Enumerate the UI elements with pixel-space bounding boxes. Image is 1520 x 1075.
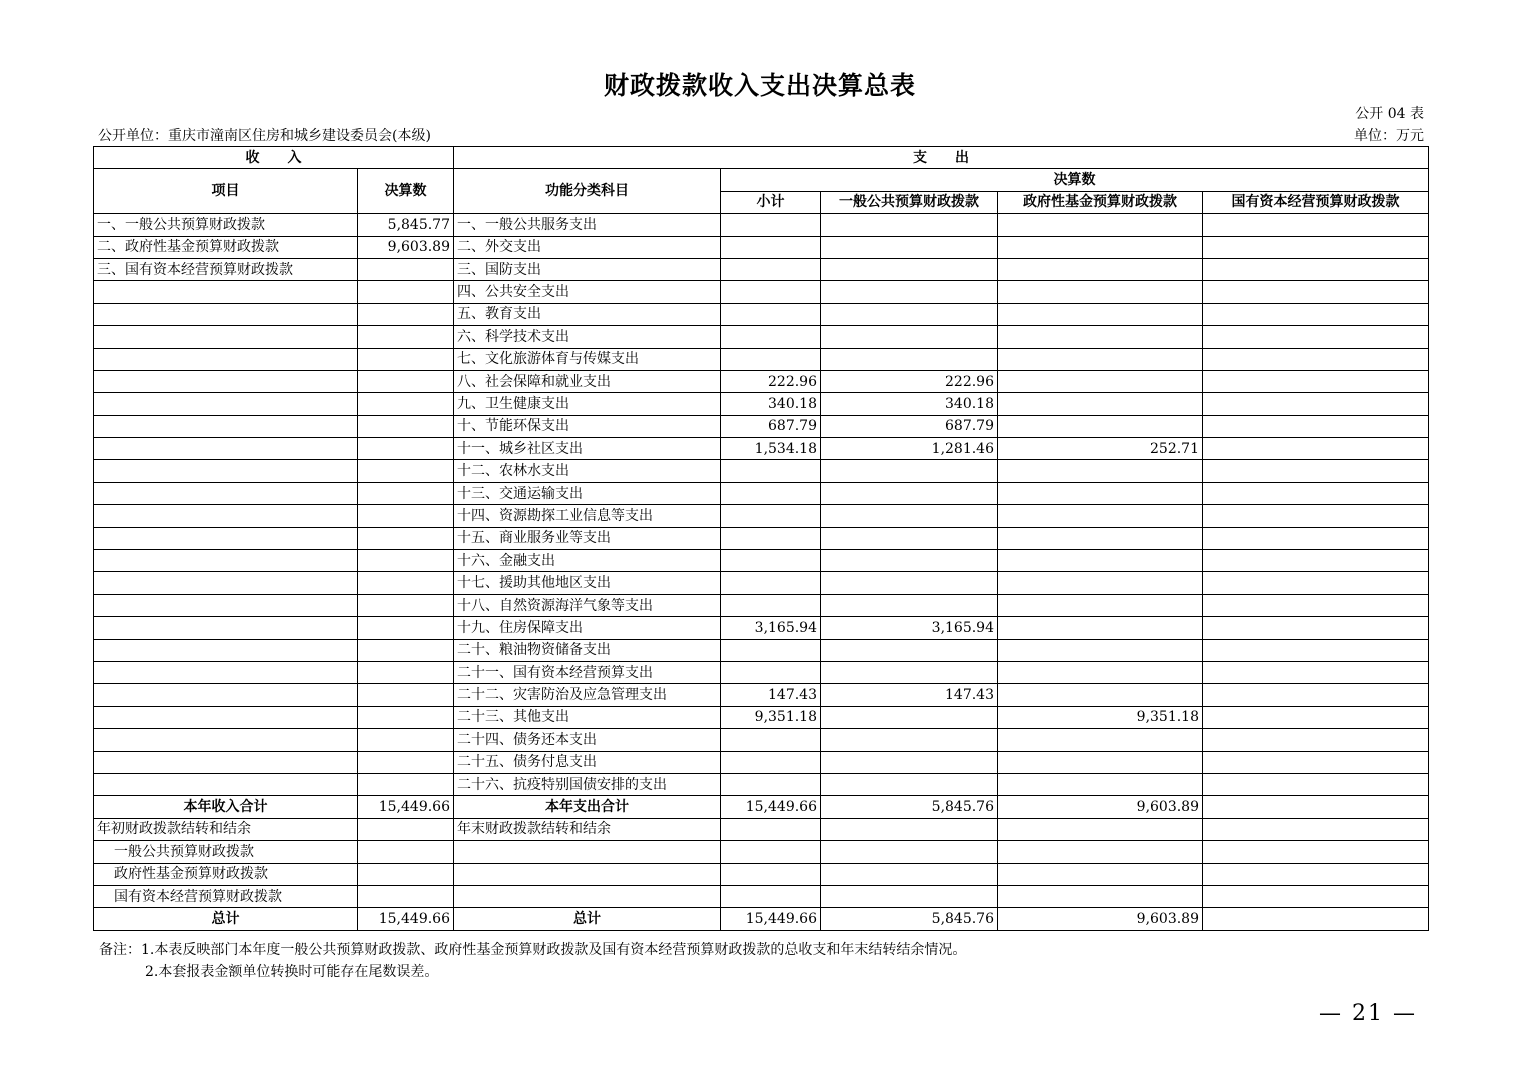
table-row — [94, 706, 1429, 728]
function-class-cell: 十六、金融支出 — [454, 550, 721, 572]
state-capital-header: 国有资本经营预算财政拨款 — [1203, 191, 1429, 213]
state-capital-cell — [1203, 706, 1429, 728]
general-budget-cell — [821, 594, 998, 616]
reporting-unit: 公开单位：重庆市潼南区住房和城乡建设委员会(本级) — [98, 128, 431, 144]
function-class-cell: 二十三、其他支出 — [454, 706, 721, 728]
function-class-cell: 十二、农林水支出 — [454, 460, 721, 482]
note-2: 2.本套报表金额单位转换时可能存在尾数误差。 — [145, 964, 439, 980]
function-class-cell: 七、文化旅游体育与传媒支出 — [454, 348, 721, 370]
table-row — [94, 527, 1429, 549]
amount-header: 决算数 — [358, 169, 454, 214]
fund-budget-header: 政府性基金预算财政拨款 — [998, 191, 1203, 213]
general-budget-cell — [821, 751, 998, 773]
general-budget-cell — [821, 258, 998, 280]
state-capital-cell — [1203, 796, 1429, 818]
income-amount-cell — [358, 370, 454, 392]
general-budget-cell — [821, 706, 998, 728]
table-row — [94, 908, 1429, 930]
fund-budget-cell — [998, 773, 1203, 795]
general-budget-cell — [821, 885, 998, 907]
state-capital-cell — [1203, 661, 1429, 683]
table-row — [94, 281, 1429, 303]
function-class-cell: 三、国防支出 — [454, 258, 721, 280]
table-row — [94, 863, 1429, 885]
function-class-cell: 一、一般公共服务支出 — [454, 214, 721, 236]
table-row — [94, 415, 1429, 437]
income-amount-cell — [358, 415, 454, 437]
general-budget-cell — [821, 841, 998, 863]
general-budget-cell — [821, 460, 998, 482]
item-header: 项目 — [94, 169, 358, 214]
function-class-cell — [454, 885, 721, 907]
fund-budget-cell — [998, 505, 1203, 527]
subtotal-cell — [721, 863, 821, 885]
function-class-cell: 十四、资源勘探工业信息等支出 — [454, 505, 721, 527]
general-budget-cell — [821, 550, 998, 572]
function-class-cell: 十八、自然资源海洋气象等支出 — [454, 594, 721, 616]
income-amount-cell — [358, 818, 454, 840]
general-budget-cell — [821, 281, 998, 303]
general-budget-cell: 222.96 — [821, 370, 998, 392]
income-item-cell: 年初财政拨款结转和结余 — [94, 818, 358, 840]
state-capital-cell — [1203, 863, 1429, 885]
table-row — [94, 572, 1429, 594]
subtotal-cell — [721, 572, 821, 594]
table-row — [94, 796, 1429, 818]
state-capital-cell — [1203, 348, 1429, 370]
function-class-cell: 总计 — [454, 908, 721, 930]
table-row — [94, 639, 1429, 661]
function-class-cell: 本年支出合计 — [454, 796, 721, 818]
subtotal-cell — [721, 751, 821, 773]
subtotal-cell: 9,351.18 — [721, 706, 821, 728]
income-item-cell — [94, 572, 358, 594]
income-item-cell — [94, 348, 358, 370]
state-capital-cell — [1203, 684, 1429, 706]
table-row — [94, 348, 1429, 370]
general-budget-cell — [821, 482, 998, 504]
function-class-cell: 四、公共安全支出 — [454, 281, 721, 303]
state-capital-cell — [1203, 438, 1429, 460]
fund-budget-cell — [998, 348, 1203, 370]
function-class-cell: 十九、住房保障支出 — [454, 617, 721, 639]
function-class-cell: 十七、援助其他地区支出 — [454, 572, 721, 594]
income-item-cell — [94, 303, 358, 325]
state-capital-cell — [1203, 594, 1429, 616]
state-capital-cell — [1203, 326, 1429, 348]
fund-budget-cell — [998, 729, 1203, 751]
fund-budget-cell — [998, 326, 1203, 348]
income-amount-cell — [358, 661, 454, 683]
fund-budget-cell — [998, 460, 1203, 482]
table-row — [94, 303, 1429, 325]
general-budget-cell — [821, 661, 998, 683]
income-amount-cell: 9,603.89 — [358, 236, 454, 258]
fund-budget-cell — [998, 885, 1203, 907]
income-amount-cell — [358, 460, 454, 482]
income-amount-cell — [358, 684, 454, 706]
subtotal-cell — [721, 326, 821, 348]
table-row — [94, 729, 1429, 751]
fund-budget-cell: 9,603.89 — [998, 796, 1203, 818]
income-amount-cell — [358, 482, 454, 504]
income-item-cell — [94, 617, 358, 639]
state-capital-cell — [1203, 639, 1429, 661]
income-amount-cell — [358, 281, 454, 303]
subtotal-cell: 147.43 — [721, 684, 821, 706]
income-amount-cell — [358, 639, 454, 661]
function-class-cell: 九、卫生健康支出 — [454, 393, 721, 415]
table-row — [94, 393, 1429, 415]
function-class-cell: 十五、商业服务业等支出 — [454, 527, 721, 549]
header-row-2 — [94, 169, 1429, 191]
page-number: — 21 — — [1319, 1001, 1417, 1026]
state-capital-cell — [1203, 729, 1429, 751]
income-item-cell — [94, 326, 358, 348]
subtotal-cell — [721, 773, 821, 795]
general-budget-cell — [821, 214, 998, 236]
note-1: 备注：1.本表反映部门本年度一般公共预算财政拨款、政府性基金预算财政拨款及国有资本经营预算财政拨款的总收支和年末结转结余情况。 — [99, 942, 967, 958]
income-item-cell — [94, 281, 358, 303]
income-item-cell: 本年收入合计 — [94, 796, 358, 818]
general-budget-cell — [821, 303, 998, 325]
income-amount-cell — [358, 303, 454, 325]
state-capital-cell — [1203, 393, 1429, 415]
income-amount-cell — [358, 572, 454, 594]
table-row — [94, 818, 1429, 840]
fund-budget-cell — [998, 214, 1203, 236]
table-row — [94, 885, 1429, 907]
form-number: 公开 04 表 — [1355, 106, 1424, 122]
fund-budget-cell — [998, 482, 1203, 504]
income-amount-cell — [358, 393, 454, 415]
general-budget-cell — [821, 527, 998, 549]
function-class-cell: 二十六、抗疫特别国债安排的支出 — [454, 773, 721, 795]
page-title: 财政拨款收入支出决算总表 — [603, 71, 916, 100]
function-class-cell — [454, 841, 721, 863]
general-budget-cell — [821, 505, 998, 527]
income-item-cell — [94, 393, 358, 415]
subtotal-cell — [721, 639, 821, 661]
subtotal-cell — [721, 236, 821, 258]
function-class-cell: 二十、粮油物资储备支出 — [454, 639, 721, 661]
fund-budget-cell — [998, 415, 1203, 437]
state-capital-cell — [1203, 841, 1429, 863]
fund-budget-cell — [998, 281, 1203, 303]
fund-budget-cell — [998, 594, 1203, 616]
table-row — [94, 258, 1429, 280]
fund-budget-cell — [998, 841, 1203, 863]
subtotal-cell — [721, 550, 821, 572]
subtotal-cell: 15,449.66 — [721, 796, 821, 818]
subtotal-cell — [721, 460, 821, 482]
income-item-cell — [94, 370, 358, 392]
fund-budget-cell — [998, 639, 1203, 661]
subtotal-cell: 3,165.94 — [721, 617, 821, 639]
general-budget-cell — [821, 729, 998, 751]
income-amount-cell — [358, 550, 454, 572]
table-row — [94, 661, 1429, 683]
income-item-cell — [94, 729, 358, 751]
fund-budget-cell — [998, 863, 1203, 885]
subtotal-cell — [721, 818, 821, 840]
general-budget-cell: 5,845.76 — [821, 908, 998, 930]
income-amount-cell — [358, 258, 454, 280]
fund-budget-cell — [998, 303, 1203, 325]
income-amount-cell: 15,449.66 — [358, 908, 454, 930]
general-budget-cell: 340.18 — [821, 393, 998, 415]
subtotal-cell — [721, 729, 821, 751]
unit-info-row — [96, 125, 1424, 145]
function-class-cell: 八、社会保障和就业支出 — [454, 370, 721, 392]
general-budget-cell — [821, 639, 998, 661]
table-row — [94, 773, 1429, 795]
general-budget-cell — [821, 236, 998, 258]
subtotal-cell: 340.18 — [721, 393, 821, 415]
fund-budget-cell — [998, 684, 1203, 706]
function-class-cell: 年末财政拨款结转和结余 — [454, 818, 721, 840]
table-row — [94, 751, 1429, 773]
income-amount-cell — [358, 751, 454, 773]
subtotal-cell: 1,534.18 — [721, 438, 821, 460]
subtotal-cell — [721, 348, 821, 370]
fund-budget-cell — [998, 818, 1203, 840]
income-item-cell — [94, 706, 358, 728]
state-capital-cell — [1203, 572, 1429, 594]
function-class-cell: 十三、交通运输支出 — [454, 482, 721, 504]
fund-budget-cell — [998, 661, 1203, 683]
general-budget-cell: 147.43 — [821, 684, 998, 706]
income-item-cell: 政府性基金预算财政拨款 — [94, 863, 358, 885]
function-class-cell: 五、教育支出 — [454, 303, 721, 325]
table-row — [94, 617, 1429, 639]
income-item-cell — [94, 527, 358, 549]
general-budget-cell — [821, 572, 998, 594]
general-budget-cell — [821, 326, 998, 348]
table-row — [94, 684, 1429, 706]
table-row — [94, 550, 1429, 572]
income-item-cell: 一般公共预算财政拨款 — [94, 841, 358, 863]
state-capital-cell — [1203, 281, 1429, 303]
general-budget-cell — [821, 348, 998, 370]
income-amount-cell — [358, 326, 454, 348]
subtotal-cell — [721, 885, 821, 907]
income-amount-cell — [358, 505, 454, 527]
fund-budget-cell: 9,603.89 — [998, 908, 1203, 930]
general-budget-cell — [821, 863, 998, 885]
subtotal-cell: 15,449.66 — [721, 908, 821, 930]
general-budget-cell: 687.79 — [821, 415, 998, 437]
table-row — [94, 236, 1429, 258]
state-capital-cell — [1203, 773, 1429, 795]
subtotal-cell — [721, 214, 821, 236]
income-item-cell: 三、国有资本经营预算财政拨款 — [94, 258, 358, 280]
notes — [99, 939, 966, 983]
table-row — [94, 438, 1429, 460]
subtotal-cell: 687.79 — [721, 415, 821, 437]
state-capital-cell — [1203, 885, 1429, 907]
subtotal-cell — [721, 661, 821, 683]
table-row — [94, 326, 1429, 348]
income-amount-cell — [358, 438, 454, 460]
subtotal-cell — [721, 527, 821, 549]
function-class-cell: 二十二、灾害防治及应急管理支出 — [454, 684, 721, 706]
table-row — [94, 370, 1429, 392]
income-item-cell — [94, 594, 358, 616]
unit-of-measure: 单位：万元 — [1354, 128, 1424, 144]
fund-budget-cell: 252.71 — [998, 438, 1203, 460]
income-item-cell: 国有资本经营预算财政拨款 — [94, 885, 358, 907]
income-item-cell — [94, 773, 358, 795]
function-class-cell: 二、外交支出 — [454, 236, 721, 258]
income-item-cell — [94, 505, 358, 527]
header-row-1 — [94, 147, 1429, 169]
general-budget-header: 一般公共预算财政拨款 — [821, 191, 998, 213]
income-header: 收 入 — [94, 147, 454, 169]
fund-budget-cell — [998, 617, 1203, 639]
function-class-cell: 二十五、债务付息支出 — [454, 751, 721, 773]
subtotal-cell — [721, 841, 821, 863]
income-amount-cell — [358, 617, 454, 639]
state-capital-cell — [1203, 818, 1429, 840]
general-budget-cell: 5,845.76 — [821, 796, 998, 818]
subtotal-cell: 222.96 — [721, 370, 821, 392]
income-amount-cell — [358, 706, 454, 728]
income-amount-cell: 5,845.77 — [358, 214, 454, 236]
fund-budget-cell — [998, 550, 1203, 572]
income-amount-cell — [358, 729, 454, 751]
general-budget-cell — [821, 773, 998, 795]
table-row — [94, 482, 1429, 504]
fund-budget-cell — [998, 393, 1203, 415]
subtotal-cell — [721, 258, 821, 280]
income-item-cell — [94, 438, 358, 460]
income-amount-cell — [358, 841, 454, 863]
state-capital-cell — [1203, 617, 1429, 639]
income-item-cell — [94, 661, 358, 683]
state-capital-cell — [1203, 415, 1429, 437]
income-amount-cell — [358, 527, 454, 549]
final-amount-header: 决算数 — [721, 169, 1429, 191]
fund-budget-cell — [998, 370, 1203, 392]
income-amount-cell: 15,449.66 — [358, 796, 454, 818]
income-amount-cell — [358, 348, 454, 370]
function-class-cell: 二十四、债务还本支出 — [454, 729, 721, 751]
expense-header: 支 出 — [454, 147, 1429, 169]
function-class-cell: 二十一、国有资本经营预算支出 — [454, 661, 721, 683]
state-capital-cell — [1203, 527, 1429, 549]
income-item-cell — [94, 751, 358, 773]
subtotal-cell — [721, 482, 821, 504]
budget-table — [93, 146, 1429, 931]
state-capital-cell — [1203, 550, 1429, 572]
income-amount-cell — [358, 773, 454, 795]
function-class-header: 功能分类科目 — [454, 169, 721, 214]
state-capital-cell — [1203, 482, 1429, 504]
income-amount-cell — [358, 863, 454, 885]
subtotal-cell — [721, 594, 821, 616]
general-budget-cell: 3,165.94 — [821, 617, 998, 639]
income-item-cell: 总计 — [94, 908, 358, 930]
state-capital-cell — [1203, 214, 1429, 236]
function-class-cell: 六、科学技术支出 — [454, 326, 721, 348]
state-capital-cell — [1203, 460, 1429, 482]
function-class-cell: 十、节能环保支出 — [454, 415, 721, 437]
income-item-cell — [94, 639, 358, 661]
fund-budget-cell — [998, 527, 1203, 549]
subtotal-cell — [721, 281, 821, 303]
subtotal-cell — [721, 505, 821, 527]
income-item-cell — [94, 460, 358, 482]
income-item-cell — [94, 415, 358, 437]
subtotal-header: 小计 — [721, 191, 821, 213]
fund-budget-cell — [998, 751, 1203, 773]
state-capital-cell — [1203, 236, 1429, 258]
state-capital-cell — [1203, 751, 1429, 773]
fund-budget-cell — [998, 258, 1203, 280]
table-row — [94, 505, 1429, 527]
state-capital-cell — [1203, 370, 1429, 392]
function-class-cell: 十一、城乡社区支出 — [454, 438, 721, 460]
general-budget-cell: 1,281.46 — [821, 438, 998, 460]
table-row — [94, 214, 1429, 236]
subtotal-cell — [721, 303, 821, 325]
state-capital-cell — [1203, 908, 1429, 930]
fund-budget-cell: 9,351.18 — [998, 706, 1203, 728]
state-capital-cell — [1203, 303, 1429, 325]
state-capital-cell — [1203, 258, 1429, 280]
fund-budget-cell — [998, 236, 1203, 258]
fund-budget-cell — [998, 572, 1203, 594]
income-item-cell: 一、一般公共预算财政拨款 — [94, 214, 358, 236]
general-budget-cell — [821, 818, 998, 840]
income-item-cell: 二、政府性基金预算财政拨款 — [94, 236, 358, 258]
state-capital-cell — [1203, 505, 1429, 527]
table-row — [94, 841, 1429, 863]
table-row — [94, 594, 1429, 616]
income-item-cell — [94, 482, 358, 504]
income-item-cell — [94, 684, 358, 706]
income-item-cell — [94, 550, 358, 572]
income-amount-cell — [358, 594, 454, 616]
income-amount-cell — [358, 885, 454, 907]
function-class-cell — [454, 863, 721, 885]
table-row — [94, 460, 1429, 482]
